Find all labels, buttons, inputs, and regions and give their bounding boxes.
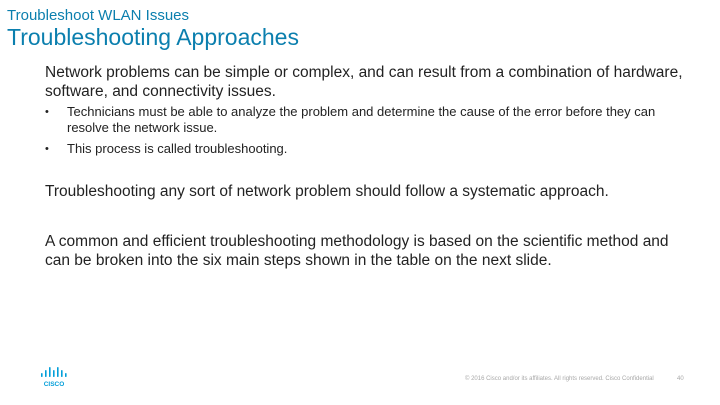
bullet-text: Technicians must be able to analyze the problem and determine the cause of the error before they can resolve the network issue. <box>67 104 656 135</box>
copyright-footer: © 2016 Cisco and/or its affiliates. All rights reserved. Cisco Confidential <box>465 376 654 382</box>
intro-paragraph: Network problems can be simple or complex, and can result from a combination of hardware, software, and connectivity issues. <box>45 64 683 100</box>
cisco-logo-icon <box>36 366 72 388</box>
logo-text: CISCO <box>43 381 65 388</box>
bullet-marker: • <box>45 106 49 118</box>
bullet-list <box>45 104 695 162</box>
systematic-approach-paragraph: Troubleshooting any sort of network problem should follow a systematic approach. <box>45 183 609 200</box>
methodology-paragraph: A common and efficient troubleshooting methodology is based on the scientific method and can be broken into the six main steps shown in the table on the next slide. <box>45 233 669 269</box>
section-title: Troubleshoot WLAN Issues <box>7 7 190 24</box>
page-number: 40 <box>677 376 684 382</box>
bullet-item <box>45 104 695 136</box>
bullet-marker: • <box>45 143 49 155</box>
slide-title: Troubleshooting Approaches <box>7 24 299 50</box>
bullet-item <box>45 141 695 157</box>
bullet-text: This process is called troubleshooting. <box>67 141 288 156</box>
